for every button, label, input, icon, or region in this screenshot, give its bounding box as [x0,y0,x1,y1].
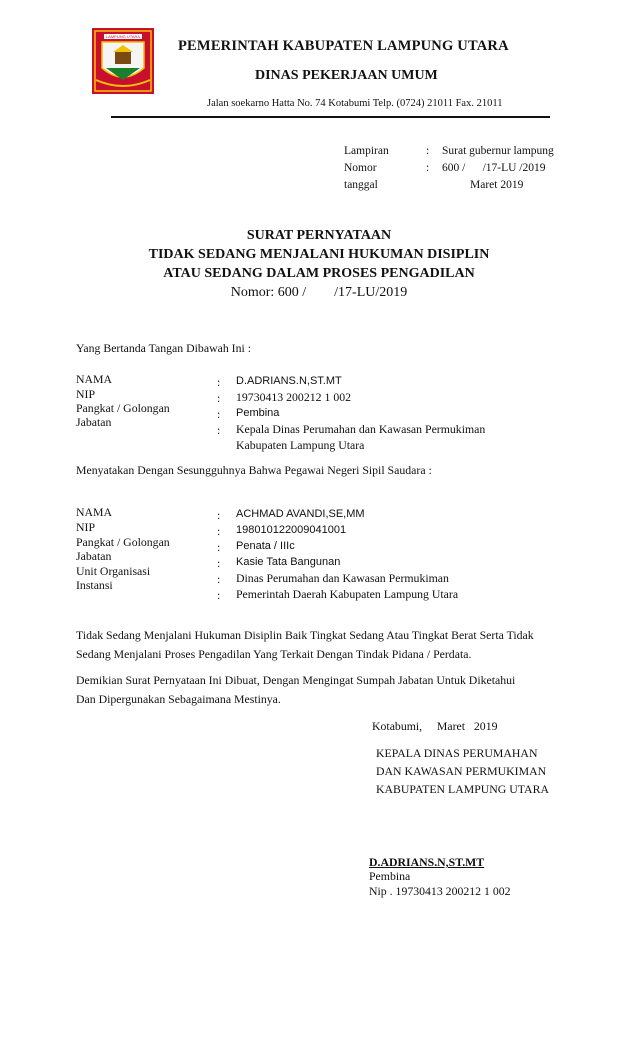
signer-label-nip: NIP [76,387,96,401]
signature-position-line-3: KABUPATEN LAMPUNG UTARA [376,782,549,796]
employee-label-instansi: Instansi [76,578,113,592]
reference-value-nomor: 600 / /17-LU /2019 [442,162,546,174]
signer-colon: : [217,423,221,437]
signer-value-jabatan-cont: Kabupaten Lampung Utara [236,438,365,452]
signer-colon: : [217,407,221,421]
reference-value-tanggal: Maret 2019 [470,179,524,191]
signer-value-jabatan: Kepala Dinas Perumahan dan Kawasan Permukiman [236,422,486,436]
statement-line-1: Tidak Sedang Menjalani Hukuman Disiplin Baik Tingkat Sedang Atau Tingkat Berat Serta Tidak [76,628,534,642]
employee-colon: : [217,556,221,570]
logo-text: LAMPUNG UTARA [105,34,141,40]
employee-label-jabatan: Jabatan [76,549,112,563]
signature-position-line-1: KEPALA DINAS PERUMAHAN [376,746,538,760]
employee-colon: : [217,572,221,586]
letterhead-government-name: PEMERINTAH KABUPATEN LAMPUNG UTARA [178,38,509,54]
employee-label-pangkat: Pangkat / Golongan [76,535,170,549]
signature-position-line-2: DAN KAWASAN PERMUKIMAN [376,764,547,778]
employee-colon: : [217,540,221,554]
statement-line-2: Sedang Menjalani Proses Pengadilan Yang Terkait Dengan Tindak Pidana / Perdata. [76,647,472,661]
employee-label-unit: Unit Organisasi [76,564,151,578]
reference-label-lampiran: Lampiran [344,145,389,157]
employee-colon: : [217,588,221,602]
reference-sep-nomor: : [426,162,430,174]
signer-label-jabatan: Jabatan [76,415,112,429]
reference-value-lampiran: Surat gubernur lampung [442,145,554,157]
signatory-name: D.ADRIANS.N,ST.MT [369,855,485,869]
declaration-text: Menyatakan Dengan Sesungguhnya Bahwa Pegawai Negeri Sipil Saudara : [76,463,432,477]
reference-sep-lampiran: : [426,145,430,157]
document-subtitle-1: TIDAK SEDANG MENJALANI HUKUMAN DISIPLIN [148,247,490,262]
signatory-nip: Nip . 19730413 200212 1 002 [369,884,511,898]
employee-colon: : [217,508,221,522]
reference-label-nomor: Nomor [344,162,377,174]
employee-value-nip: 198010122009041001 [236,524,347,536]
signer-label-nama: NAMA [76,372,113,386]
employee-colon: : [217,524,221,538]
document-subtitle-2: ATAU SEDANG DALAM PROSES PENGADILAN [163,266,475,281]
employee-value-pangkat: Penata / IIIc [236,540,295,552]
intro-text: Yang Bertanda Tangan Dibawah Ini : [76,341,251,355]
signer-value-nama: D.ADRIANS.N,ST.MT [236,375,342,387]
signer-value-pangkat: Pembina [236,407,280,419]
employee-label-nama: NAMA [76,505,113,519]
signer-colon: : [217,375,221,389]
letterhead-address: Jalan soekarno Hatta No. 74 Kotabumi Telp. (0724) 21011 Fax. 21011 [207,98,503,109]
signer-colon: : [217,391,221,405]
document-number: Nomor: 600 / /17-LU/2019 [230,285,408,300]
signer-label-pangkat: Pangkat / Golongan [76,401,170,415]
letterhead-agency-name: DINAS PEKERJAAN UMUM [255,68,438,83]
employee-value-instansi: Pemerintah Daerah Kabupaten Lampung Utara [236,587,459,601]
regency-emblem-logo [92,28,154,94]
employee-value-unit: Dinas Perumahan dan Kawasan Permukiman [236,571,449,585]
signature-place-date: Kotabumi, Maret 2019 [372,719,498,733]
signer-value-nip: 19730413 200212 1 002 [236,390,352,404]
closing-line-1: Demikian Surat Pernyataan Ini Dibuat, Dengan Mengingat Sumpah Jabatan Untuk Diketahui [76,673,516,687]
signatory-rank: Pembina [369,869,411,883]
employee-label-nip: NIP [76,520,96,534]
employee-value-nama: ACHMAD AVANDI,SE,MM [236,508,365,520]
employee-value-jabatan: Kasie Tata Bangunan [236,556,341,568]
document-title: SURAT PERNYATAAN [246,228,392,243]
closing-line-2: Dan Dipergunakan Sebagaimana Mestinya. [76,692,281,706]
reference-label-tanggal: tanggal [344,179,378,191]
letterhead-divider [111,116,550,118]
